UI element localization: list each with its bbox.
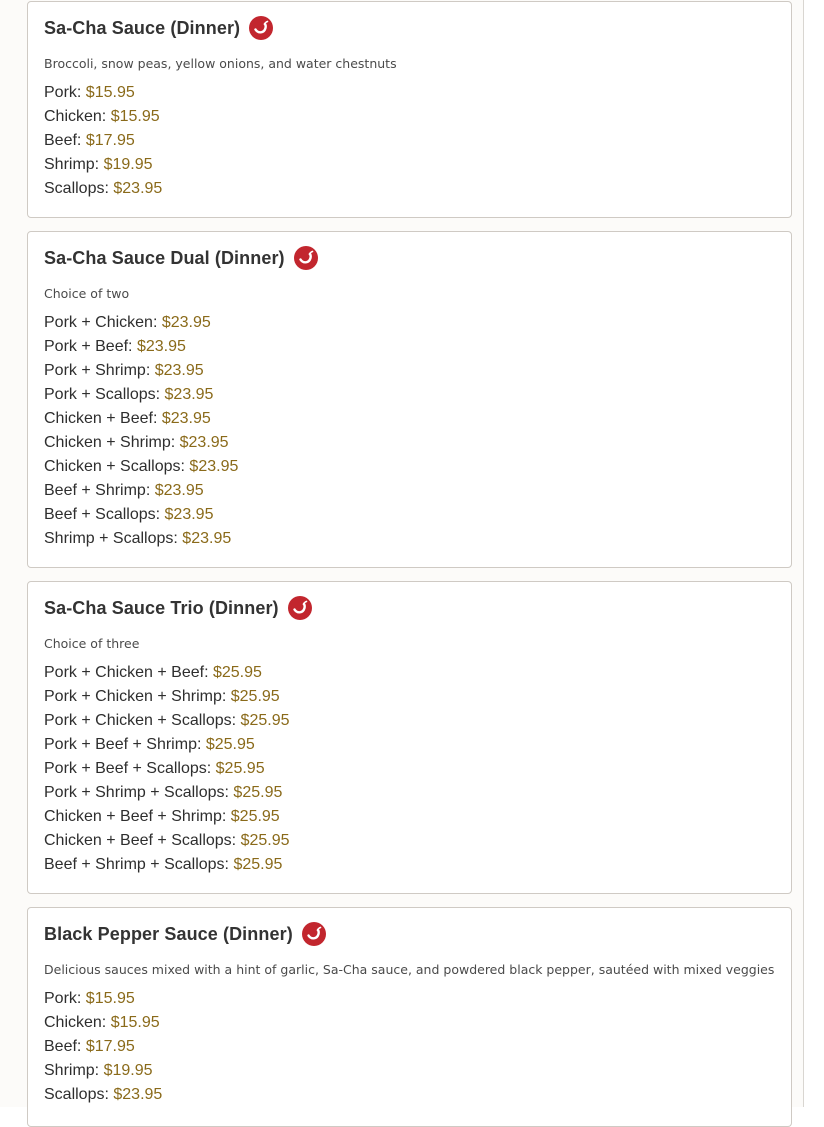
item-price: $23.95 [161, 410, 211, 427]
price-row [44, 431, 238, 455]
item-label: Chicken + Beef + Scallops: [44, 832, 237, 849]
item-price: $25.95 [240, 832, 290, 849]
item-price: $23.95 [154, 482, 204, 499]
item-label: Chicken + Shrimp: [44, 434, 176, 451]
price-list [44, 661, 290, 877]
item-price: $25.95 [205, 736, 255, 753]
item-label: Beef: [44, 1038, 82, 1055]
item-label: Shrimp + Scallops: [44, 530, 178, 547]
price-row [44, 1011, 162, 1035]
item-price: $17.95 [85, 132, 135, 149]
item-price: $17.95 [85, 1038, 135, 1055]
price-list [44, 311, 238, 551]
price-row [44, 153, 162, 177]
price-row [44, 829, 290, 853]
item-label: Pork + Chicken + Beef: [44, 664, 209, 681]
item-price: $25.95 [233, 784, 283, 801]
section-description: Broccoli, snow peas, yellow onions, and water chestnuts [44, 56, 397, 71]
price-row [44, 503, 238, 527]
price-row [44, 733, 290, 757]
price-row [44, 177, 162, 201]
item-label: Chicken + Scallops: [44, 458, 185, 475]
item-price: $25.95 [240, 712, 290, 729]
section-title: Sa-Cha Sauce Dual (Dinner) [44, 247, 285, 268]
price-row [44, 479, 238, 503]
price-row [44, 383, 238, 407]
price-row [44, 527, 238, 551]
price-row [44, 661, 290, 685]
item-label: Shrimp: [44, 1062, 100, 1079]
item-label: Pork + Chicken: [44, 314, 158, 331]
item-label: Pork: [44, 84, 82, 101]
price-row [44, 105, 162, 129]
item-price: $15.95 [85, 84, 135, 101]
spicy-pepper-icon [288, 596, 312, 620]
item-price: $23.95 [161, 314, 211, 331]
item-price: $25.95 [233, 856, 283, 873]
price-row [44, 1083, 162, 1107]
menu-section-black-pepper-sauce [27, 907, 792, 1127]
menu-section-sa-cha-sauce [27, 1, 792, 218]
section-title: Sa-Cha Sauce (Dinner) [44, 17, 241, 38]
price-row [44, 757, 290, 781]
item-label: Pork + Scallops: [44, 386, 161, 403]
item-price: $19.95 [103, 156, 153, 173]
section-description: Delicious sauces mixed with a hint of garlic, Sa-Cha sauce, and powdered black pepper, sautéed with mixed veggies [44, 962, 775, 977]
item-label: Pork + Beef: [44, 338, 133, 355]
price-list [44, 81, 162, 201]
item-price: $23.95 [189, 458, 239, 475]
section-description: Choice of two [44, 286, 130, 301]
item-label: Chicken + Beef + Shrimp: [44, 808, 227, 825]
item-label: Chicken + Beef: [44, 410, 158, 427]
item-price: $19.95 [103, 1062, 153, 1079]
item-label: Pork: [44, 990, 82, 1007]
item-label: Beef + Shrimp: [44, 482, 151, 499]
price-row [44, 335, 238, 359]
price-row [44, 129, 162, 153]
item-label: Chicken: [44, 1014, 107, 1031]
item-label: Beef + Scallops: [44, 506, 161, 523]
price-row [44, 709, 290, 733]
price-row [44, 311, 238, 335]
item-label: Beef + Shrimp + Scallops: [44, 856, 229, 873]
item-price: $23.95 [179, 434, 229, 451]
item-price: $23.95 [113, 1086, 163, 1103]
price-row [44, 407, 238, 431]
section-title: Sa-Cha Sauce Trio (Dinner) [44, 597, 279, 618]
spicy-pepper-icon [249, 16, 273, 40]
item-price: $23.95 [182, 530, 232, 547]
price-row [44, 1035, 162, 1059]
item-label: Pork + Shrimp + Scallops: [44, 784, 229, 801]
section-description: Choice of three [44, 636, 140, 651]
item-label: Shrimp: [44, 156, 100, 173]
item-price: $25.95 [230, 808, 280, 825]
item-price: $15.95 [110, 1014, 160, 1031]
spicy-pepper-icon [294, 246, 318, 270]
item-price: $23.95 [164, 506, 214, 523]
menu-section-sa-cha-sauce-trio [27, 581, 792, 894]
price-row [44, 455, 238, 479]
item-price: $23.95 [113, 180, 163, 197]
item-label: Beef: [44, 132, 82, 149]
item-label: Pork + Beef + Scallops: [44, 760, 212, 777]
item-label: Pork + Chicken + Scallops: [44, 712, 237, 729]
price-row [44, 1059, 162, 1083]
price-row [44, 805, 290, 829]
item-price: $25.95 [212, 664, 262, 681]
item-price: $15.95 [85, 990, 135, 1007]
item-price: $25.95 [230, 688, 280, 705]
price-row [44, 359, 238, 383]
item-price: $23.95 [164, 386, 214, 403]
item-price: $15.95 [110, 108, 160, 125]
item-price: $23.95 [136, 338, 186, 355]
section-title: Black Pepper Sauce (Dinner) [44, 923, 293, 944]
price-row [44, 81, 162, 105]
price-row [44, 685, 290, 709]
item-price: $25.95 [215, 760, 265, 777]
item-label: Scallops: [44, 180, 109, 197]
price-row [44, 781, 290, 805]
menu-section-sa-cha-sauce-dual [27, 231, 792, 568]
item-label: Chicken: [44, 108, 107, 125]
item-label: Scallops: [44, 1086, 109, 1103]
spicy-pepper-icon [302, 922, 326, 946]
item-label: Pork + Chicken + Shrimp: [44, 688, 227, 705]
item-price: $23.95 [154, 362, 204, 379]
item-label: Pork + Shrimp: [44, 362, 151, 379]
item-label: Pork + Beef + Shrimp: [44, 736, 202, 753]
price-list [44, 987, 162, 1107]
price-row [44, 987, 162, 1011]
price-row [44, 853, 290, 877]
